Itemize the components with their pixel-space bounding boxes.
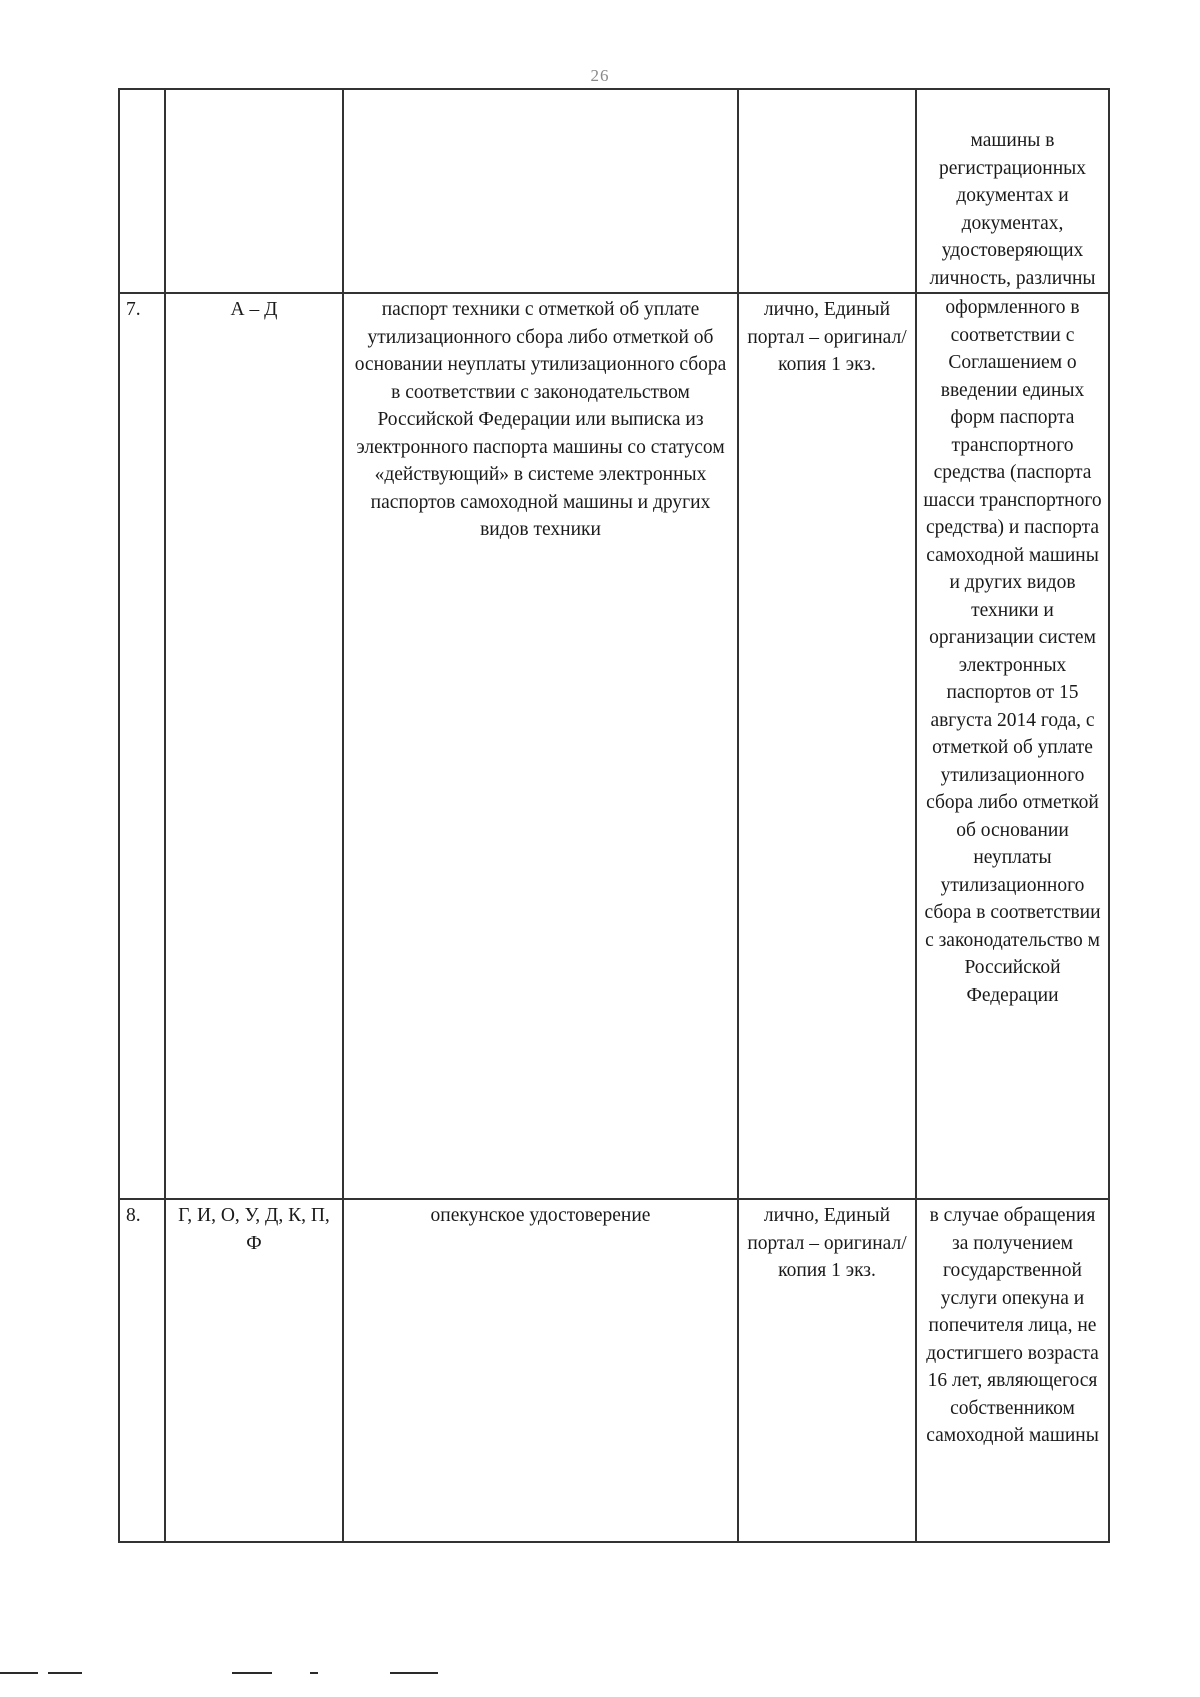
note-cell: машины в регистрационных документах и документах, удостоверяющих личность, различны bbox=[916, 89, 1109, 293]
category-codes-cell: Г, И, О, У, Д, К, П, Ф bbox=[165, 1199, 343, 1542]
page-number: 26 bbox=[590, 66, 610, 85]
category-codes-cell: А – Д bbox=[165, 293, 343, 1199]
document-cell: опекунское удостоверение bbox=[343, 1199, 738, 1542]
table-row bbox=[119, 1199, 1109, 1542]
submission-method-cell: лично, Единый портал – оригинал/копия 1 экз. bbox=[738, 293, 916, 1199]
scan-mark bbox=[232, 1672, 272, 1674]
document-cell: паспорт техники с отметкой об уплате утилизационного сбора либо отметкой об основании неуплаты утилизационного сбора в соответствии с законодательством Российской Федерации или выписка из электронного паспорта машины со статусом «действующий» в системе электронных паспортов самоходной машины и других видов техники bbox=[343, 293, 738, 1199]
note-cell: оформленного в соответствии с Соглашением о введении единых форм паспорта транспортного средства (паспорта шасси транспортного средства) и паспорта самоходной машины и других видов техники и организации систем электронных паспортов от 15 августа 2014 года, с отметкой об уплате утилизационного сбора либо отметкой об основании неуплаты утилизационного сбора в соответствии с законодательство м Российской Федерации bbox=[916, 293, 1109, 1199]
category-codes-cell bbox=[165, 89, 343, 293]
note-cell: в случае обращения за получением государственной услуги опекуна и попечителя лица, не достигшего возраста 16 лет, являющегося собственником самоходной машины bbox=[916, 1199, 1109, 1542]
submission-method-cell bbox=[738, 89, 916, 293]
table-row-continuation bbox=[119, 89, 1109, 293]
row-number-cell: 8. bbox=[119, 1199, 165, 1542]
row-number-cell bbox=[119, 89, 165, 293]
scan-mark bbox=[48, 1672, 82, 1674]
scan-mark bbox=[390, 1672, 438, 1674]
scan-mark bbox=[310, 1672, 318, 1674]
document-cell bbox=[343, 89, 738, 293]
submission-method-cell: лично, Единый портал – оригинал/копия 1 экз. bbox=[738, 1199, 916, 1542]
scan-mark bbox=[0, 1672, 38, 1674]
requirements-table bbox=[118, 88, 1110, 1543]
row-number-cell: 7. bbox=[119, 293, 165, 1199]
table-row bbox=[119, 293, 1109, 1199]
scan-edge-marks bbox=[0, 1672, 460, 1676]
